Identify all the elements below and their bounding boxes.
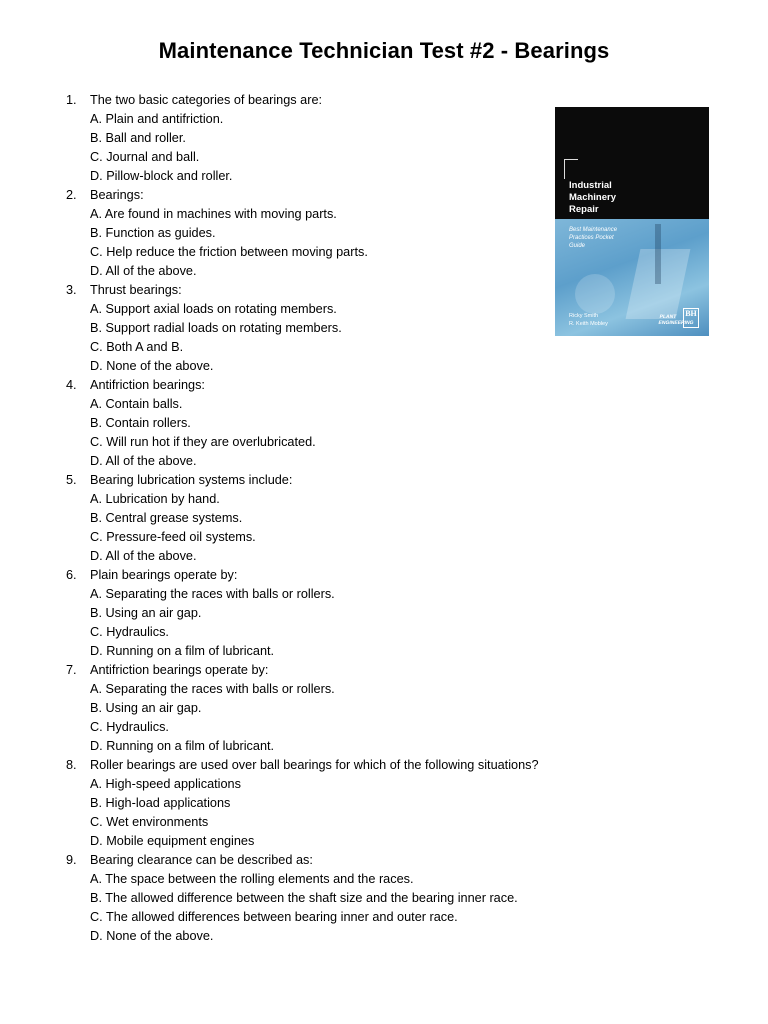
- answer-option: B. The allowed difference between the shaft size and the bearing inner race.: [90, 891, 518, 905]
- page-title: Maintenance Technician Test #2 - Bearings: [158, 38, 610, 63]
- answer-option: D. All of the above.: [90, 454, 197, 468]
- cover-title-line: Industrial: [569, 180, 612, 191]
- question-number: 7.: [66, 663, 77, 677]
- answer-option: A. Contain balls.: [90, 397, 183, 411]
- answer-option: D. Running on a film of lubricant.: [90, 739, 275, 753]
- question-text: [64, 186, 624, 205]
- question-item: [64, 376, 624, 471]
- answer-option: B. Using an air gap.: [90, 606, 202, 620]
- answer-option: C. Both A and B.: [90, 340, 184, 354]
- answer-option: B. Using an air gap.: [90, 701, 202, 715]
- question-item: [64, 91, 624, 186]
- answer-option: D. None of the above.: [90, 929, 214, 943]
- question-prompt: Antifriction bearings operate by:: [90, 663, 269, 677]
- answer-option: C. Hydraulics.: [90, 625, 169, 639]
- cover-title: [569, 180, 699, 216]
- question-text: [64, 851, 624, 870]
- question-number: 3.: [66, 283, 77, 297]
- answer-option: B. Function as guides.: [90, 226, 216, 240]
- question-item: [64, 661, 624, 756]
- question-prompt: Plain bearings operate by:: [90, 568, 238, 582]
- cover-imprint-line: ENGINEERING: [657, 320, 695, 326]
- question-number: 5.: [66, 473, 77, 487]
- question-item: [64, 566, 624, 661]
- question-text: [64, 661, 624, 680]
- question-number: 2.: [66, 188, 77, 202]
- answer-option: C. Will run hot if they are overlubricated.: [90, 435, 316, 449]
- answer-option: C. The allowed differences between bearing inner and outer race.: [90, 910, 458, 924]
- answer-option: C. Journal and ball.: [90, 150, 200, 164]
- cover-authors: [569, 312, 639, 328]
- question-prompt: Roller bearings are used over ball bearings for which of the following situations?: [90, 758, 539, 772]
- question-number: 6.: [66, 568, 77, 582]
- question-text: [64, 756, 624, 775]
- question-number: 9.: [66, 853, 77, 867]
- cover-author: Ricky Smith: [569, 313, 599, 319]
- answer-option: B. Support radial loads on rotating members.: [90, 321, 342, 335]
- question-prompt: Thrust bearings:: [90, 283, 182, 297]
- question-number: 1.: [66, 93, 77, 107]
- answer-option: B. Central grease systems.: [90, 511, 243, 525]
- question-item: [64, 471, 624, 566]
- question-item: [64, 851, 624, 946]
- question-item: [64, 186, 624, 281]
- answer-option: C. Help reduce the friction between moving parts.: [90, 245, 368, 259]
- question-text: [64, 376, 624, 395]
- answer-option: D. Running on a film of lubricant.: [90, 644, 275, 658]
- answer-option: A. High-speed applications: [90, 777, 241, 791]
- publisher-logo: BH: [683, 308, 699, 328]
- cover-subtitle-line: Practices Pocket: [569, 235, 614, 241]
- cover-subtitle: [569, 226, 659, 250]
- question-item: [64, 756, 624, 851]
- cover-title-line: Repair: [569, 204, 599, 215]
- question-text: [64, 91, 624, 110]
- answer-option: A. Separating the races with balls or rollers.: [90, 587, 335, 601]
- answer-option: C. Hydraulics.: [90, 720, 169, 734]
- answer-option: A. Plain and antifriction.: [90, 112, 224, 126]
- answer-option: D. Pillow-block and roller.: [90, 169, 233, 183]
- question-number: 8.: [66, 758, 77, 772]
- answer-option: B. Contain rollers.: [90, 416, 191, 430]
- cover-subtitle-line: Guide: [569, 243, 586, 249]
- answer-option: C. Wet environments: [90, 815, 209, 829]
- answer-option: B. Ball and roller.: [90, 131, 186, 145]
- book-cover-image: [555, 107, 709, 336]
- question-prompt: The two basic categories of bearings are:: [90, 93, 323, 107]
- answer-option: B. High-load applications: [90, 796, 231, 810]
- question-text: [64, 566, 624, 585]
- question-text: [64, 471, 624, 490]
- answer-option: A. Support axial loads on rotating members.: [90, 302, 337, 316]
- question-prompt: Bearing clearance can be described as:: [90, 853, 313, 867]
- answer-option: D. All of the above.: [90, 549, 197, 563]
- cover-author: R. Keith Mobley: [569, 321, 608, 327]
- question-number: 4.: [66, 378, 77, 392]
- cover-rule-vertical: [564, 159, 565, 179]
- cover-title-line: Machinery: [569, 192, 616, 203]
- answer-option: A. The space between the rolling elements and the races.: [90, 872, 414, 886]
- cover-imprint-line: PLANT: [659, 314, 677, 320]
- answer-option: C. Pressure-feed oil systems.: [90, 530, 256, 544]
- question-prompt: Bearings:: [90, 188, 144, 202]
- cover-rule: [564, 159, 578, 160]
- question-item: [64, 281, 624, 376]
- answer-option: D. All of the above.: [90, 264, 197, 278]
- question-prompt: Antifriction bearings:: [90, 378, 205, 392]
- answer-option: A. Separating the races with balls or rollers.: [90, 682, 335, 696]
- answer-option: A. Lubrication by hand.: [90, 492, 220, 506]
- answer-option: A. Are found in machines with moving parts.: [90, 207, 337, 221]
- question-text: [64, 281, 624, 300]
- question-prompt: Bearing lubrication systems include:: [90, 473, 293, 487]
- answer-option: D. Mobile equipment engines: [90, 834, 255, 848]
- answer-option: D. None of the above.: [90, 359, 214, 373]
- cover-subtitle-line: Best Maintenance: [569, 227, 618, 233]
- question-list: [64, 91, 624, 946]
